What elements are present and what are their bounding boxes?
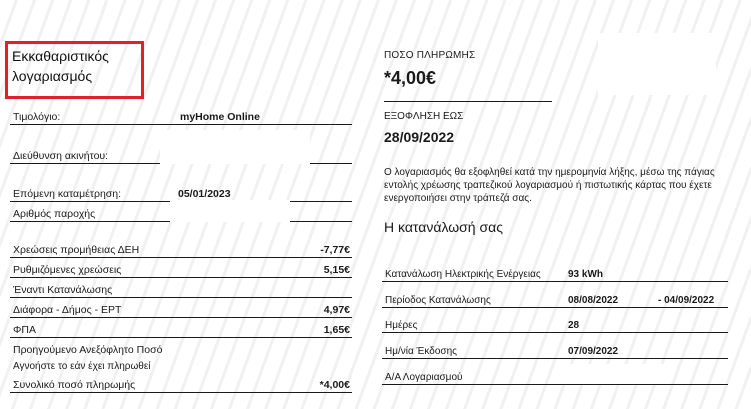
next-reading-label: Επόμενη καταμέτρηση:: [13, 188, 122, 200]
period-to: - 04/09/2022: [658, 295, 715, 306]
previous-unpaid-row: [10, 339, 352, 357]
dei-charges-label: Χρεώσεις προμήθειας ΔΕΗ: [13, 244, 140, 256]
payment-amount-value: *4,00€: [384, 68, 437, 88]
redacted-account-number: [560, 364, 670, 384]
previous-unpaid-label: Προηγούμενο Ανεξόφλητο Ποσό: [13, 344, 163, 356]
issue-date-label: Ημ/νία Έκδοσης: [385, 346, 457, 357]
statement-title-line1: Εκκαθαριστικός: [12, 48, 109, 64]
various-value: 4,97€: [323, 304, 350, 316]
payment-note: Ο λογαριασμός θα εξοφληθεί κατά την ημερομηνία λήξης, μέσω της πάγιας εντολής χρέωσης τραπεζικού λογαριασμού ή πιστωτικής κάρτας που έχετε ενεργοποιήσει στην τράπεζά σας.: [384, 167, 715, 204]
against-consumption-row: [10, 279, 352, 298]
energy-label: Κατανάλωση Ηλεκτρικής Ενέργειας: [385, 269, 541, 280]
redacted-supply-number: [170, 200, 290, 222]
days-value: 28: [568, 320, 580, 331]
energy-row: [382, 263, 728, 282]
days-label: Ημέρες: [385, 320, 418, 331]
due-date: 28/09/2022: [384, 129, 455, 145]
consumption-title: Η κατανάλωσή σας: [384, 219, 503, 235]
against-consumption-label: Έναντι Κατανάλωσης: [13, 284, 113, 296]
vat-row: [10, 319, 352, 338]
payment-amount-label: ΠΟΣΟ ΠΛΗΡΩΜΗΣ: [384, 50, 476, 61]
dei-charges-row: [10, 239, 352, 258]
total-value: *4,00€: [319, 379, 350, 391]
various-row: [10, 299, 352, 318]
various-label: Διάφορα - Δήμος - ΕΡΤ: [13, 304, 122, 316]
regulated-value: 5,15€: [323, 264, 350, 276]
issue-date-value: 07/09/2022: [568, 346, 619, 357]
invoice-label: Τιμολόγιο:: [13, 111, 61, 123]
invoice-value: myHome Online: [180, 111, 260, 123]
energy-value: 93 kWh: [568, 269, 604, 280]
days-row: [382, 314, 728, 333]
regulated-charges-row: [10, 259, 352, 278]
vat-label: ΦΠΑ: [13, 324, 36, 336]
previous-unpaid-note: Αγνοήστε το εάν έχει πληρωθεί: [13, 361, 151, 372]
total-row: [10, 374, 352, 393]
period-from: 08/08/2022: [568, 295, 619, 306]
address-label: Διεύθυνση ακινήτου:: [13, 150, 109, 162]
next-reading-value: 05/01/2023: [178, 188, 231, 200]
period-row: [382, 289, 728, 308]
supply-number-label: Αριθμός παροχής: [13, 208, 96, 220]
regulated-label: Ρυθμιζόμενες χρεώσεις: [13, 264, 122, 276]
statement-title: [12, 46, 109, 86]
statement-title-line2: λογαριασμός: [12, 68, 93, 84]
vat-value: 1,65€: [323, 324, 350, 336]
due-label: ΕΞΟΦΛΗΣΗ ΕΩΣ: [384, 111, 464, 122]
invoice-row: [10, 106, 352, 125]
dei-charges-value: -7,77€: [320, 244, 350, 256]
payment-divider: [384, 101, 552, 102]
account-number-label: Α/Α Λογαριασμού: [385, 372, 463, 383]
issue-date-row: [382, 340, 728, 359]
redacted-address: [160, 130, 310, 164]
total-label: Συνολικό ποσό πληρωμής: [13, 379, 136, 391]
account-number-row: [382, 366, 728, 385]
redacted-barcode-area: [598, 33, 716, 95]
period-label: Περίοδος Κατανάλωσης: [385, 295, 491, 306]
